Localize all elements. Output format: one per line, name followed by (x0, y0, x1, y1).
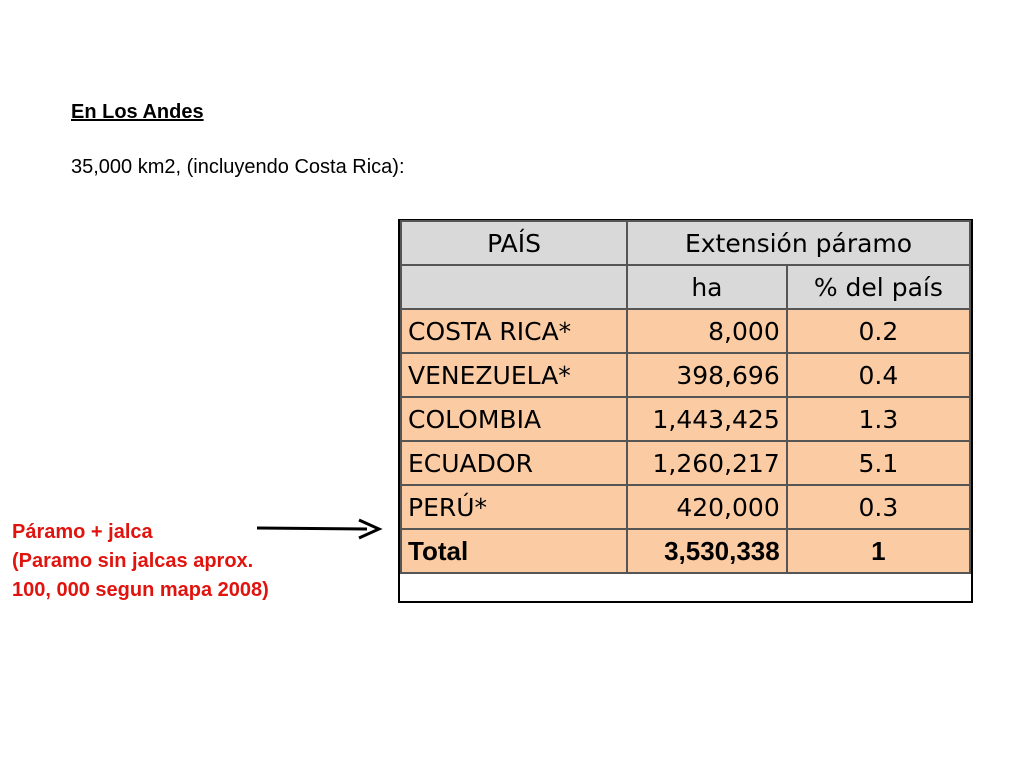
table-subheader-row (401, 265, 970, 309)
header-extension: Extensión páramo (627, 221, 970, 265)
ha-cell: 1,260,217 (627, 441, 787, 485)
pct-cell: 0.4 (787, 353, 970, 397)
country-cell: VENEZUELA* (401, 353, 627, 397)
area-summary: 35,000 km2, (incluyendo Costa Rica): (71, 156, 405, 178)
note-line-1: Páramo + jalca (12, 521, 153, 543)
pct-cell: 0.3 (787, 485, 970, 529)
section-heading: En Los Andes (71, 101, 204, 123)
country-cell: COLOMBIA (401, 397, 627, 441)
ha-cell: 420,000 (627, 485, 787, 529)
pct-cell: 1.3 (787, 397, 970, 441)
pct-cell: 5.1 (787, 441, 970, 485)
country-cell: COSTA RICA* (401, 309, 627, 353)
country-cell: ECUADOR (401, 441, 627, 485)
table-row (401, 441, 970, 485)
arrow-right-icon (255, 516, 385, 542)
note-line-3: 100, 000 segun mapa 2008) (12, 579, 269, 601)
table-row (401, 309, 970, 353)
country-cell: PERÚ* (401, 485, 627, 529)
ha-cell: 8,000 (627, 309, 787, 353)
total-label: Total (401, 529, 627, 573)
note-line-2: (Paramo sin jalcas aprox. (12, 550, 254, 572)
header-ha: ha (627, 265, 787, 309)
table-header-row (401, 221, 970, 265)
table-row (401, 353, 970, 397)
total-ha: 3,530,338 (627, 529, 787, 573)
table-total-row (401, 529, 970, 573)
header-country: PAÍS (401, 221, 627, 265)
table-row (401, 485, 970, 529)
ha-cell: 398,696 (627, 353, 787, 397)
paramo-note (12, 518, 269, 605)
header-pct: % del país (787, 265, 970, 309)
paramo-table (398, 219, 973, 603)
paramo-extension-table (400, 220, 971, 574)
pct-cell: 0.2 (787, 309, 970, 353)
table-row (401, 397, 970, 441)
total-pct: 1 (787, 529, 970, 573)
header-empty-cell (401, 265, 627, 309)
ha-cell: 1,443,425 (627, 397, 787, 441)
